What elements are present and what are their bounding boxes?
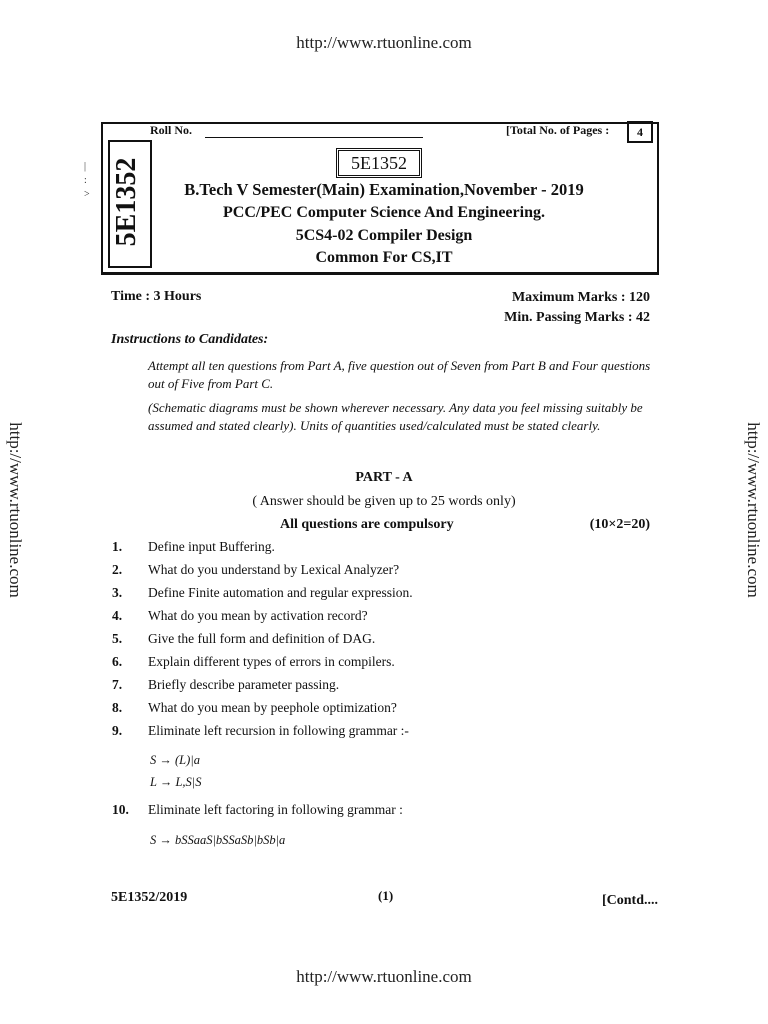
watermark-url-left: http://www.rtuonline.com [6, 422, 25, 598]
part-a-note: ( Answer should be given up to 25 words only) [252, 494, 516, 509]
grammar-q10: S → bSSaaS|bSSaSb|bSb|a [150, 833, 286, 847]
question-item [112, 608, 368, 624]
watermark-url-bottom: http://www.rtuonline.com [296, 967, 472, 986]
part-a-marks: (10×2=20) [589, 517, 650, 532]
question-number: 9. [112, 723, 123, 738]
margin-marks: | : > [84, 161, 90, 200]
question-number: 8. [112, 700, 123, 715]
question-item [112, 539, 275, 555]
question-text: What do you mean by peephole optimization? [148, 700, 397, 715]
question-item [112, 585, 413, 601]
footer-page-number: (1) [378, 888, 394, 903]
question-text: What do you understand by Lexical Analyzer? [148, 562, 400, 577]
maximum-marks: Maximum Marks : 120 [511, 290, 650, 305]
question-item [112, 562, 399, 578]
grammar-q9-line-1: S → (L)|a [150, 753, 200, 767]
question-text: Give the full form and definition of DAG. [148, 631, 376, 646]
question-text: Briefly describe parameter passing. [148, 677, 340, 692]
common-for-title: Common For CS,IT [315, 249, 453, 266]
question-number: 3. [112, 585, 123, 600]
question-item [112, 723, 409, 739]
question-number: 10. [112, 802, 129, 817]
exam-title: B.Tech V Semester(Main) Examination,November - 2019 [184, 180, 584, 199]
total-pages-value: 4 [627, 121, 653, 143]
question-text: What do you mean by activation record? [148, 608, 368, 623]
vertical-paper-code: 5E1352 [111, 157, 142, 247]
footer-code-year: 5E1352/2019 [111, 890, 188, 905]
roll-no-label: Roll No. [150, 123, 192, 137]
question-text: Explain different types of errors in compilers. [148, 654, 395, 669]
grammar-q9-line-2: L → L,S|S [150, 775, 202, 789]
roll-no-line [205, 137, 423, 138]
question-number: 2. [112, 562, 123, 577]
question-item [112, 677, 339, 693]
question-item [112, 700, 397, 716]
part-a-compulsory: All questions are compulsory [280, 517, 454, 532]
question-item [112, 802, 403, 818]
part-a-title: PART - A [355, 470, 413, 485]
subject-title: 5CS4-02 Compiler Design [295, 227, 473, 244]
question-number: 1. [112, 539, 123, 554]
question-text: Define input Buffering. [148, 539, 275, 554]
paper-code-box: 5E1352 [336, 148, 422, 178]
question-number: 6. [112, 654, 123, 669]
instructions-para-1: Attempt all ten questions from Part A, five question out of Seven from Part B and Four questions out of Five from Part C. [148, 358, 651, 391]
watermark-url-top: http://www.rtuonline.com [296, 33, 472, 52]
question-number: 4. [112, 608, 123, 623]
question-number: 7. [112, 677, 123, 692]
watermark-url-right: http://www.rtuonline.com [744, 422, 763, 598]
instructions-para-2: (Schematic diagrams must be shown wherever necessary. Any data you feel missing suitably be assumed and stated clearly). Units of quantities used/calculated must be stated clearly. [148, 400, 643, 433]
question-text: Eliminate left recursion in following grammar :- [148, 723, 409, 738]
min-passing-marks: Min. Passing Marks : 42 [504, 310, 650, 325]
footer-continued: [Contd.... [601, 893, 658, 908]
department-title: PCC/PEC Computer Science And Engineering. [223, 204, 545, 221]
question-number: 5. [112, 631, 123, 646]
question-text: Eliminate left factoring in following grammar : [148, 802, 403, 817]
total-pages-label: [Total No. of Pages : [506, 123, 610, 137]
instructions-heading: Instructions to Candidates: [111, 332, 269, 347]
time-duration: Time : 3 Hours [111, 289, 202, 304]
question-text: Define Finite automation and regular expression. [148, 585, 413, 600]
question-item [112, 631, 375, 647]
question-item [112, 654, 395, 670]
